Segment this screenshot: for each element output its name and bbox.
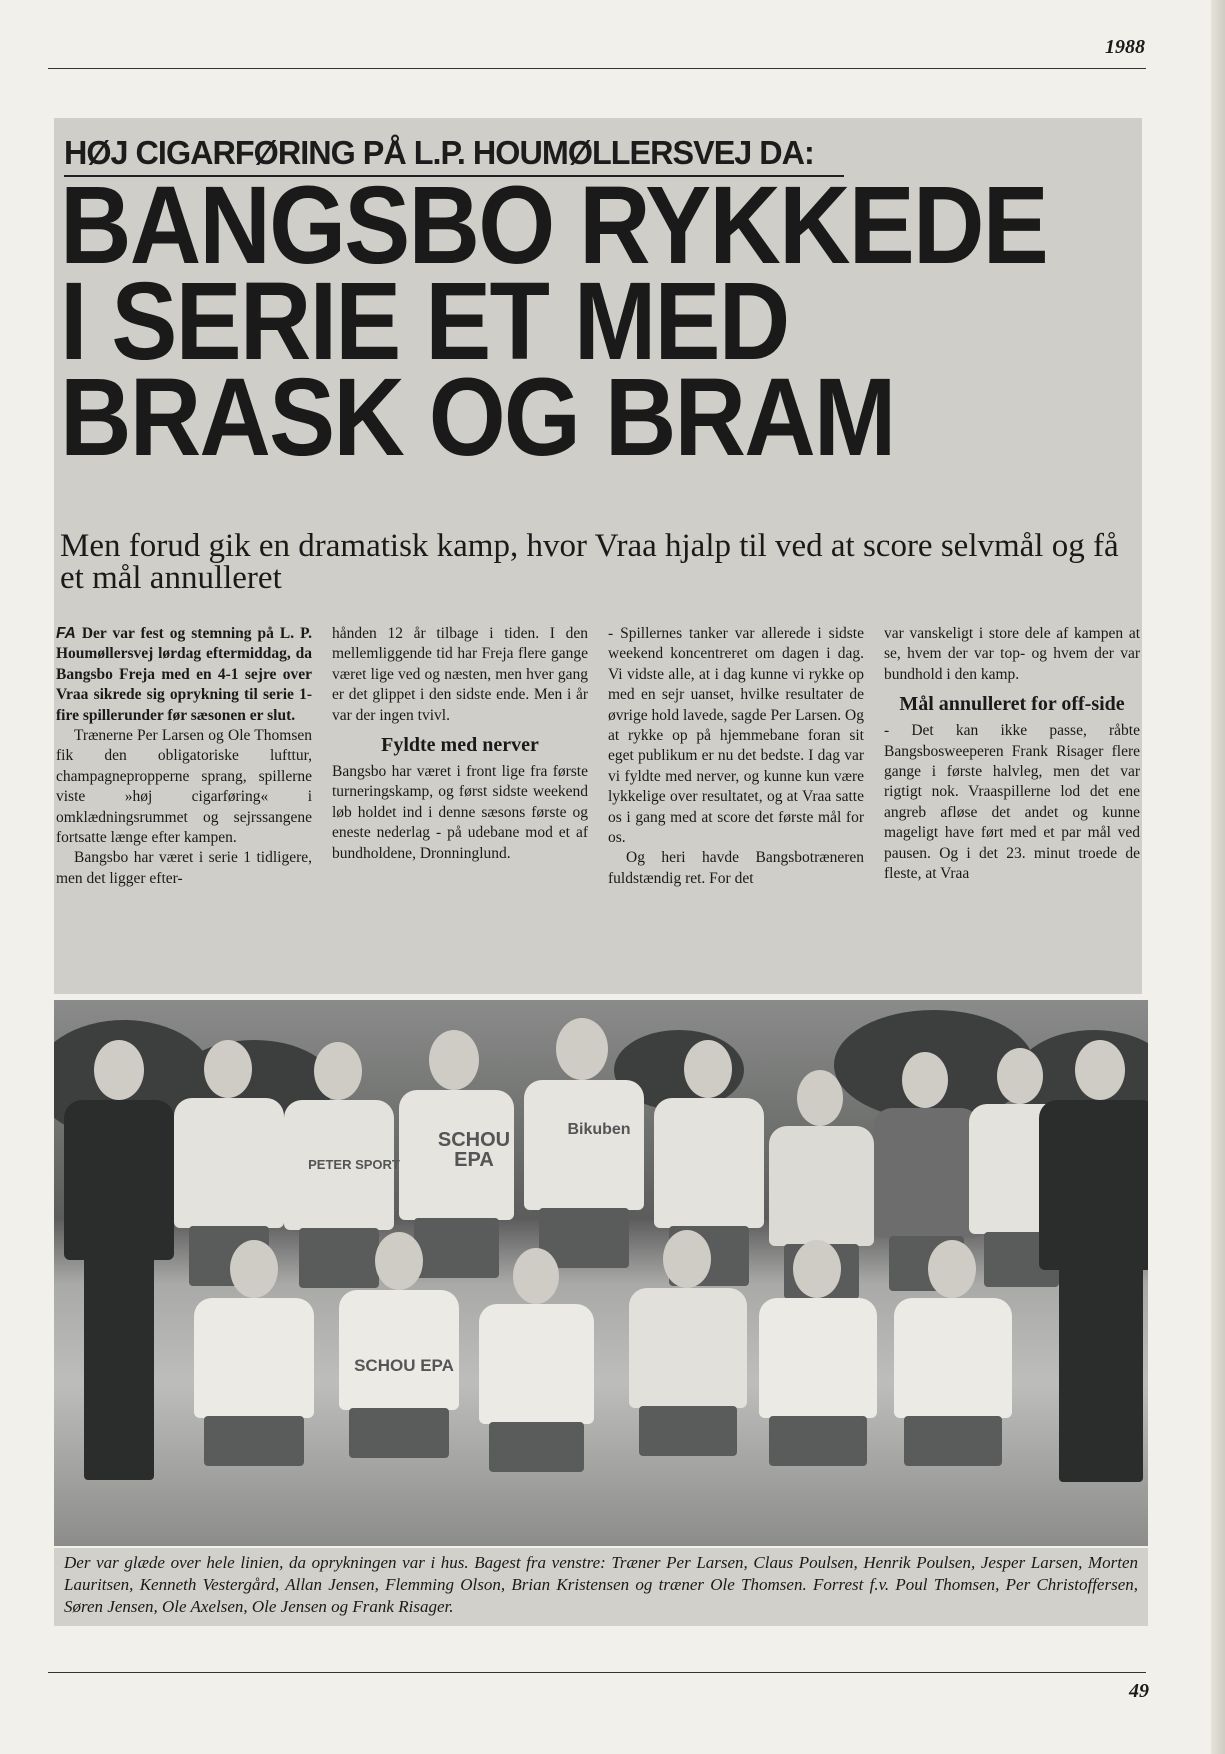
column-1-paragraph-1: Trænerne Per Larsen og Ole Thomsen fik den obligatoriske lufttur, champagnepropperne sprang, spillerne viste »høj cigarføring« i omklædningsrummet og sejrssangene fortsatte længe efter kampen. — [56, 727, 312, 847]
column-3-paragraph-2: Og heri havde Bangsbotræneren fuldstændig ret. For det — [608, 849, 864, 887]
article-columns — [54, 624, 1142, 994]
column-1-paragraph-2: Bangsbo har været i serie 1 tidligere, men det ligger efter- — [56, 849, 312, 887]
shirt-sponsor-print: SCHOU EPA — [354, 1356, 454, 1375]
headline-line-2: I SERIE ET MED — [60, 260, 789, 383]
photo-caption: Der var glæde over hele linien, da oprykningen var i hus. Bagest fra venstre: Træner Per Larsen, Claus Poulsen, Henrik Poulsen, Jesper Larsen, Morten Lauritsen, Kenneth Vestergård, Allan Jensen, Flemming Olson, Brian Kristensen og træner Ole Thomsen. Forrest f.v. Poul Thomsen, Per Christoffersen, Søren Jensen, Ole Axelsen, Ole Jensen og Frank Risager. — [54, 1548, 1148, 1626]
column-4-paragraph-2: - Det kan ikke passe, råbte Bangsbosweeperen Frank Risager flere gange i første halvleg, men det var rigtigt nok. Vraaspillerne lod det ene angreb afløse det andet og kunne mageligt have ført med et par mål ved pausen. Og i det 23. minut troede de fleste, at Vraa — [884, 722, 1140, 883]
header-rule — [48, 68, 1146, 69]
column-3-paragraph-1: - Spillernes tanker var allerede i sidste weekend koncentreret om dagen i dag. Vi vidste alle, at i dag kunne vi rykke op med en sejr uanset, hvilke resultater de øvrige hold lavede, sagde Per Larsen. Og at rykke op på hjemmebane foran sit eget publikum er nu det bedste. I dag var vi fyldte med nerver, og kunne kun være lykkelige over resultatet, og at Vraa satte os i gang med at score det første mål for os. — [608, 625, 864, 847]
team-photo — [54, 1000, 1148, 1546]
article-subheadline: Men forud gik en dramatisk kamp, hvor Vraa hjalp til ved at score selvmål og få et mål annulleret — [60, 528, 1119, 596]
footer-rule — [48, 1672, 1146, 1673]
column-2-paragraph-1: hånden 12 år tilbage i tiden. I den mellemliggende tid har Freja flere gange været lige ved og næsten, men hver gang er det glippet i den sidste ende. Men i år var der ingen tvivl. — [332, 625, 588, 724]
subhead-maal-annulleret: Mål annulleret for off-side — [899, 693, 1125, 716]
page-number: 49 — [1129, 1680, 1149, 1702]
byline: FA — [56, 625, 76, 642]
newspaper-clipping — [54, 118, 1142, 994]
subhead-fyldte-med-nerver: Fyldte med nerver — [381, 734, 539, 757]
article-column-3 — [608, 624, 864, 994]
article-kicker: HØJ CIGARFØRING PÅ L.P. HOUMØLLERSVEJ DA: — [64, 134, 814, 171]
column-2-paragraph-2: Bangsbo har været i front lige fra første turneringskamp, og først sidste weekend løb holdet ind i denne sæsons første og eneste nederlag - på udebane mod et af bundholdene, Dronninglund. — [332, 763, 588, 862]
article-column-4 — [884, 624, 1140, 994]
shirt-sponsor-print: SCHOU EPA — [437, 1129, 511, 1171]
article-column-2 — [332, 624, 588, 994]
column-4-paragraph-1: var vanskeligt i store dele af kampen at se, hvem der var top- og hvem der var bundhold i den kamp. — [884, 625, 1140, 683]
article-lead: Der var fest og stemning på L. P. Houmøllersvej lørdag eftermiddag, da Bangsbo Freja med en 4-1 sejre over Vraa sikrede sig oprykning til serie 1- fire spillerunder før sæsonen er slut. — [56, 625, 312, 724]
page-year: 1988 — [1105, 36, 1145, 58]
article-headline — [60, 164, 1047, 479]
article-column-1 — [56, 624, 312, 994]
shirt-sponsor-print: Bikuben — [567, 1121, 631, 1138]
headline-line-1: BANGSBO RYKKEDE — [60, 164, 1047, 287]
shirt-sponsor-print: PETER SPORT — [308, 1157, 400, 1172]
headline-line-3: BRASK OG BRAM — [60, 356, 895, 479]
page-edge-shadow — [1211, 0, 1225, 1754]
